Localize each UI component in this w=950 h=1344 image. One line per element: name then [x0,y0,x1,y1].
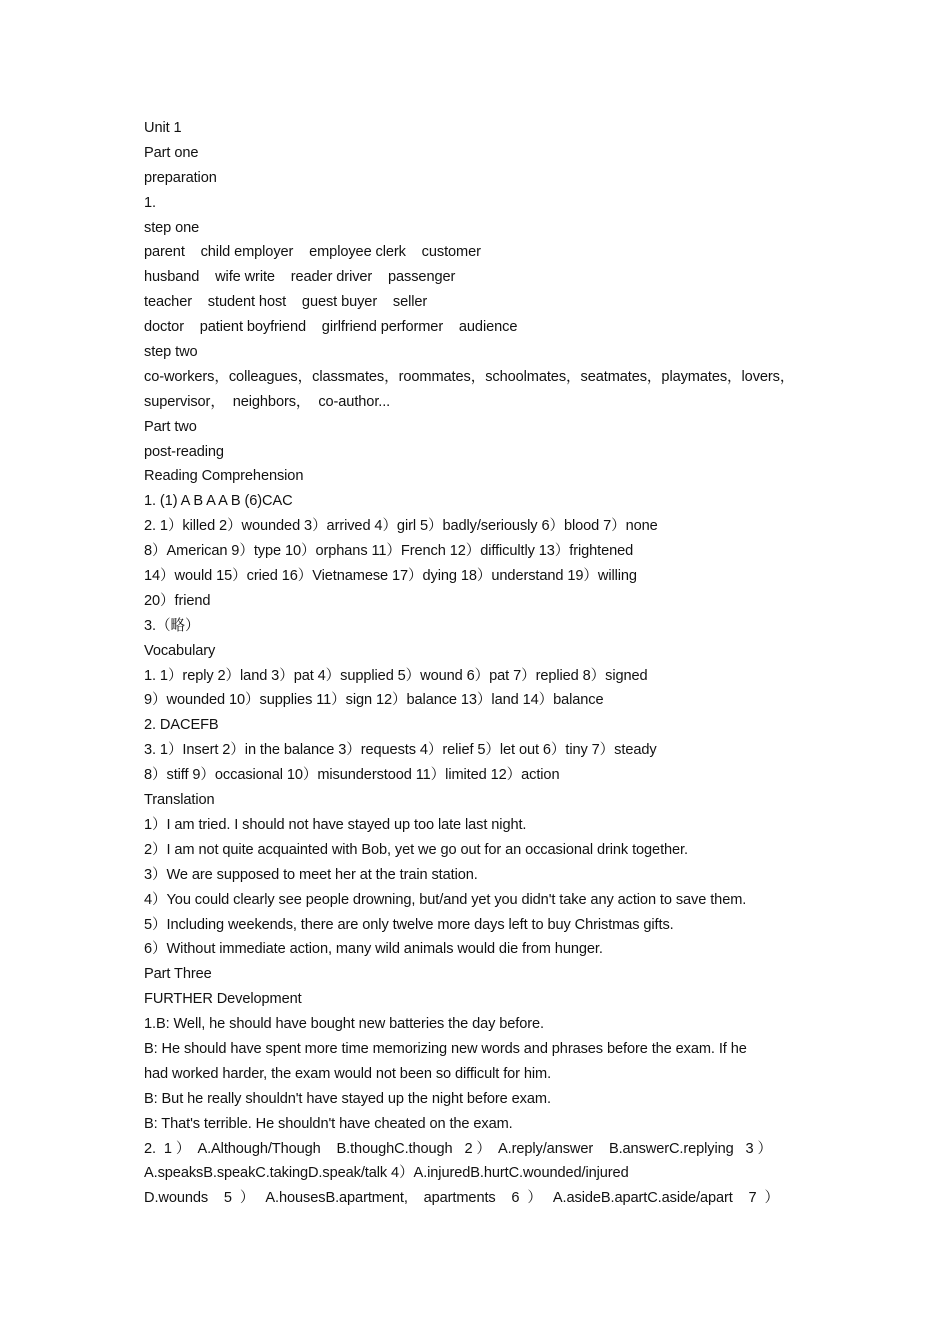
dialogue-line: B: That's terrible. He shouldn't have cheated on the exam. [144,1115,513,1132]
answer-line: 3.（略） [144,617,200,634]
translation-sentence: 1）I am tried. I should not have stayed up too late last night. [144,816,527,833]
dialogue-line: had worked harder, the exam would not been so difficult for him. [144,1065,552,1082]
answer-line: 8）stiff 9）occasional 10）misunderstood 11）limited 12）action [144,767,560,784]
answer-line: 20）friend [144,592,211,609]
further-development-heading: FURTHER Development [144,991,302,1008]
answer-line: 1. 1）reply 2）land 3）pat 4）supplied 5）wound 6）pat 7）replied 8）signed [144,667,648,684]
answer-line: 1. (1) A B A A B (6)CAC [144,493,293,510]
word-pair-row: teacher student host guest buyer seller [144,294,428,311]
relationship-list: co-workers，colleagues，classmates，roommates，schoolmates，seatmates，playmates，lovers， [144,368,795,385]
answer-line: 14）would 15）cried 16）Vietnamese 17）dying 18）understand 19）willing [144,568,637,585]
answer-line: 9）wounded 10）supplies 11）sign 12）balance 13）land 14）balance [144,692,604,709]
step-one-heading: step one [144,219,200,236]
translation-sentence: 5）Including weekends, there are only twelve more days left to buy Christmas gifts. [144,916,674,933]
step-two-heading: step two [144,344,198,361]
dialogue-line: B: He should have spent more time memorizing new words and phrases before the exam. If he [144,1040,747,1057]
word-pair-row: parent child employer employee clerk customer [144,244,481,261]
reading-comprehension-heading: Reading Comprehension [144,468,304,485]
answer-line: 2. DACEFB [144,717,219,734]
translation-sentence: 2）I am not quite acquainted with Bob, yet we go out for an occasional drink together. [144,841,688,858]
vocabulary-heading: Vocabulary [144,642,216,659]
answer-line: 2. 1）killed 2）wounded 3）arrived 4）girl 5）badly/seriously 6）blood 7）none [144,518,658,535]
word-pair-row: husband wife write reader driver passenger [144,269,456,286]
cloze-answer-line: D.wounds 5 ） A.housesB.apartment, apartments 6 ） A.asideB.apartC.aside/apart 7 ） [144,1190,779,1207]
relationship-list: supervisor， neighbors， co-author... [144,393,391,410]
part-one-heading: Part one [144,144,199,161]
word-pair-row: doctor patient boyfriend girlfriend performer audience [144,319,518,336]
translation-sentence: 3）We are supposed to meet her at the train station. [144,866,478,883]
answer-line: 3. 1）Insert 2）in the balance 3）requests 4）relief 5）let out 6）tiny 7）steady [144,742,657,759]
cloze-answer-line: 2. 1 ） A.Although/Though B.thoughC.though 2 ） A.reply/answer B.answerC.replying 3 ） [144,1140,773,1157]
dialogue-line: 1.B: Well, he should have bought new batteries the day before. [144,1016,544,1033]
translation-heading: Translation [144,792,215,809]
cloze-answer-line: A.speaksB.speakC.takingD.speak/talk 4）A.injuredB.hurtC.wounded/injured [144,1165,629,1182]
unit-heading: Unit 1 [144,120,182,136]
part-two-heading: Part two [144,418,197,435]
item-number: 1. [144,194,156,211]
section-post-reading: post-reading [144,443,224,460]
translation-sentence: 6）Without immediate action, many wild animals would die from hunger. [144,941,603,958]
document-page [144,116,812,1211]
part-three-heading: Part Three [144,966,212,983]
section-preparation: preparation [144,169,217,186]
translation-sentence: 4）You could clearly see people drowning, but/and yet you didn't take any action to save them. [144,891,747,908]
dialogue-line: B: But he really shouldn't have stayed up the night before exam. [144,1090,551,1107]
answer-line: 8）American 9）type 10）orphans 11）French 12）difficultly 13）frightened [144,543,634,560]
